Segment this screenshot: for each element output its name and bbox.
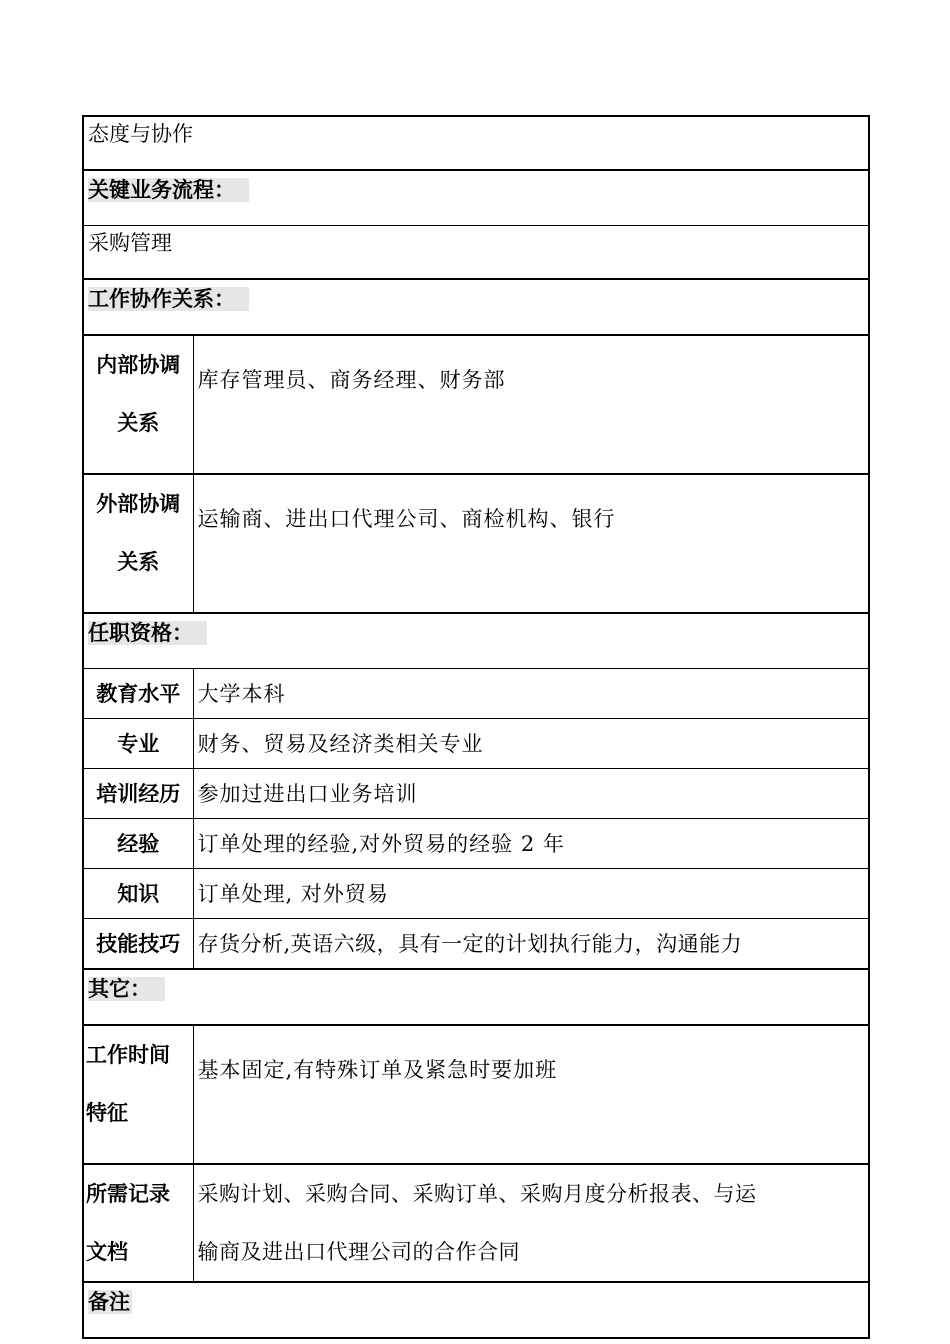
work-time-label: 工作时间 特征 [83,1025,193,1164]
skills-label: 技能技巧 [83,919,193,970]
key-process-value: 采购管理 [88,231,172,255]
attitude-text: 态度与协作 [88,122,193,146]
major-value: 财务、贸易及经济类相关专业 [193,719,869,769]
experience-label: 经验 [83,819,193,869]
job-description-table [82,115,870,1339]
knowledge-label: 知识 [83,869,193,919]
documents-value: 采购计划、采购合同、采购订单、采购月度分析报表、与运 输商及进出口代理公司的合作合同 [193,1164,869,1282]
qualifications-title: 任职资格： [88,621,207,645]
row-relations-title [83,279,869,335]
documents-label: 所需记录 文档 [83,1164,193,1282]
row-education [83,669,869,719]
key-process-title: 关键业务流程： [88,178,249,202]
attitude-cell [83,116,869,170]
remarks-title: 备注 [88,1290,130,1314]
row-internal-relations [83,335,869,474]
row-attitude [83,116,869,170]
education-label: 教育水平 [83,669,193,719]
training-value: 参加过进出口业务培训 [193,769,869,819]
row-qualifications-title [83,613,869,669]
row-major [83,719,869,769]
row-remarks [83,1282,869,1338]
row-external-relations [83,474,869,613]
work-time-value: 基本固定,有特殊订单及紧急时要加班 [193,1025,869,1164]
key-process-value-cell [83,226,869,280]
knowledge-value: 订单处理, 对外贸易 [193,869,869,919]
remarks-cell [83,1282,869,1338]
row-work-time [83,1025,869,1164]
row-skills [83,919,869,970]
other-title-cell [83,969,869,1025]
other-title: 其它： [88,977,165,1001]
internal-relations-label: 内部协调 关系 [83,335,193,474]
relations-title-cell [83,279,869,335]
qualifications-title-cell [83,613,869,669]
major-label: 专业 [83,719,193,769]
row-other-title [83,969,869,1025]
relations-title: 工作协作关系： [88,287,249,311]
key-process-title-cell [83,170,869,226]
external-relations-label: 外部协调 关系 [83,474,193,613]
row-training [83,769,869,819]
external-relations-value: 运输商、进出口代理公司、商检机构、银行 [193,474,869,613]
row-documents [83,1164,869,1282]
row-experience [83,819,869,869]
skills-value: 存货分析,英语六级，具有一定的计划执行能力，沟通能力 [193,919,869,970]
row-key-process-value [83,226,869,280]
internal-relations-value: 库存管理员、商务经理、财务部 [193,335,869,474]
education-value: 大学本科 [193,669,869,719]
row-knowledge [83,869,869,919]
training-label: 培训经历 [83,769,193,819]
row-key-process-title [83,170,869,226]
experience-value: 订单处理的经验,对外贸易的经验 2 年 [193,819,869,869]
